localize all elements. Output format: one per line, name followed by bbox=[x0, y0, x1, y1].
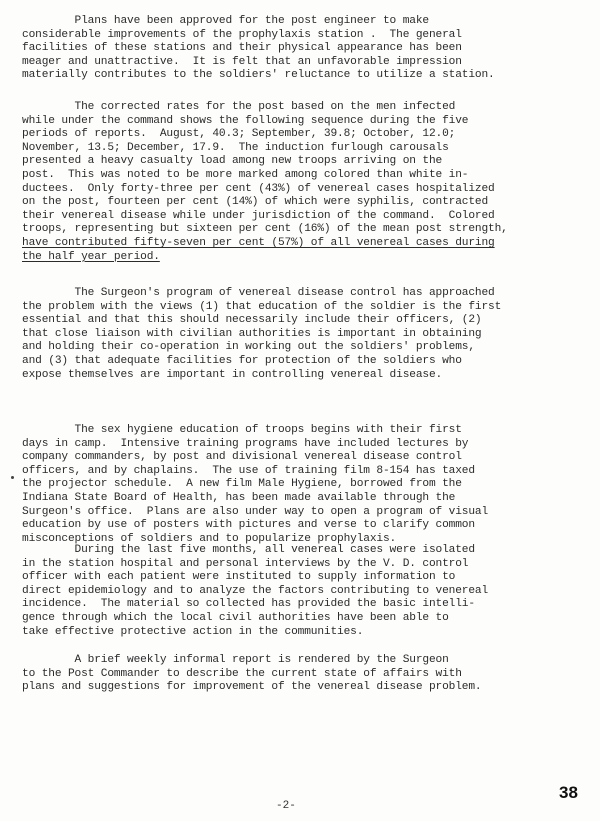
archive-page-number: 38 bbox=[559, 783, 578, 802]
text-line: the projector schedule. A new film Male Hygiene, borrowed from the bbox=[22, 478, 462, 491]
underlined-text-line: the half year period. bbox=[22, 250, 160, 263]
text-line: presented a heavy casualty load among new troops arriving on the bbox=[22, 155, 443, 168]
text-line: The corrected rates for the post based on the men infected bbox=[22, 101, 456, 113]
text-line: The sex hygiene education of troops begins with their first bbox=[22, 424, 462, 436]
text-line: that close liaison with civilian authorities is important in obtaining bbox=[22, 327, 482, 340]
text-line: in the station hospital and personal interviews by the V. D. control bbox=[22, 557, 469, 570]
page-number: -2- bbox=[276, 800, 296, 812]
text-line: misconceptions of soldiers and to popularize prophylaxis. bbox=[22, 532, 397, 545]
text-line: Plans have been approved for the post engineer to make bbox=[22, 15, 429, 27]
text-line: ductees. Only forty-three per cent (43%) of venereal cases hospitalized bbox=[22, 182, 495, 195]
paragraph-prophylaxis-station bbox=[22, 15, 582, 83]
text-line: post. This was noted to be more marked among colored than white in- bbox=[22, 168, 469, 181]
text-line: essential and that this should necessarily include their officers, (2) bbox=[22, 314, 482, 327]
text-line: officers, and by chaplains. The use of training film 8-154 has taxed bbox=[22, 464, 475, 477]
text-line: the problem with the views (1) that education of the soldier is the first bbox=[22, 300, 502, 313]
text-line: troops, representing but sixteen per cent (16%) of the mean post strength, bbox=[22, 223, 508, 236]
text-line: days in camp. Intensive training programs have included lectures by bbox=[22, 437, 469, 450]
text-line: November, 13.5; December, 17.9. The induction furlough carousals bbox=[22, 141, 449, 154]
margin-dot bbox=[11, 476, 14, 479]
text-line: officer with each patient were instituted to supply information to bbox=[22, 571, 456, 584]
text-line: expose themselves are important in controlling venereal disease. bbox=[22, 368, 443, 381]
text-line: take effective protective action in the communities. bbox=[22, 625, 364, 638]
text-line: materially contributes to the soldiers' reluctance to utilize a station. bbox=[22, 69, 495, 82]
text-line: periods of reports. August, 40.3; September, 39.8; October, 12.0; bbox=[22, 128, 456, 141]
text-line: on the post, fourteen per cent (14%) of which were syphilis, contracted bbox=[22, 196, 489, 209]
text-line: direct epidemiology and to analyze the factors contributing to venereal bbox=[22, 584, 489, 597]
paragraph-control-program bbox=[22, 287, 582, 382]
underlined-text-line: have contributed fifty-seven per cent (57%) of all venereal cases during bbox=[22, 236, 495, 249]
paragraph-corrected-rates bbox=[22, 101, 582, 264]
text-line: plans and suggestions for improvement of the venereal disease problem. bbox=[22, 681, 482, 694]
text-line: incidence. The material so collected has provided the basic intelli- bbox=[22, 598, 475, 611]
text-line: while under the command shows the following sequence during the five bbox=[22, 114, 469, 127]
paragraph-hygiene-education bbox=[22, 424, 582, 546]
text-line: During the last five months, all venereal cases were isolated bbox=[22, 544, 475, 556]
text-line: company commanders, by post and divisional venereal disease control bbox=[22, 451, 462, 464]
text-line: A brief weekly informal report is rendered by the Surgeon bbox=[22, 654, 449, 666]
text-line: facilities of these stations and their physical appearance has been bbox=[22, 42, 462, 55]
text-line: and holding their co-operation in working out the soldiers' problems, bbox=[22, 341, 475, 354]
text-line: to the Post Commander to describe the current state of affairs with bbox=[22, 667, 462, 680]
text-line: education by use of posters with pictures and verse to clarify common bbox=[22, 519, 475, 532]
text-line: considerable improvements of the prophylaxis station . The general bbox=[22, 28, 462, 41]
text-line: meager and unattractive. It is felt that an unfavorable impression bbox=[22, 55, 462, 68]
text-line: gence through which the local civil authorities have been able to bbox=[22, 611, 449, 624]
text-line: and (3) that adequate facilities for protection of the soldiers who bbox=[22, 354, 462, 367]
paragraph-isolation-interviews bbox=[22, 544, 582, 639]
text-line: Surgeon's office. Plans are also under way to open a program of visual bbox=[22, 505, 489, 518]
text-line: The Surgeon's program of venereal disease control has approached bbox=[22, 287, 495, 299]
paragraph-weekly-report bbox=[22, 654, 582, 695]
text-line: their venereal disease while under jurisdiction of the command. Colored bbox=[22, 209, 495, 222]
text-line: Indiana State Board of Health, has been made available through the bbox=[22, 491, 456, 504]
